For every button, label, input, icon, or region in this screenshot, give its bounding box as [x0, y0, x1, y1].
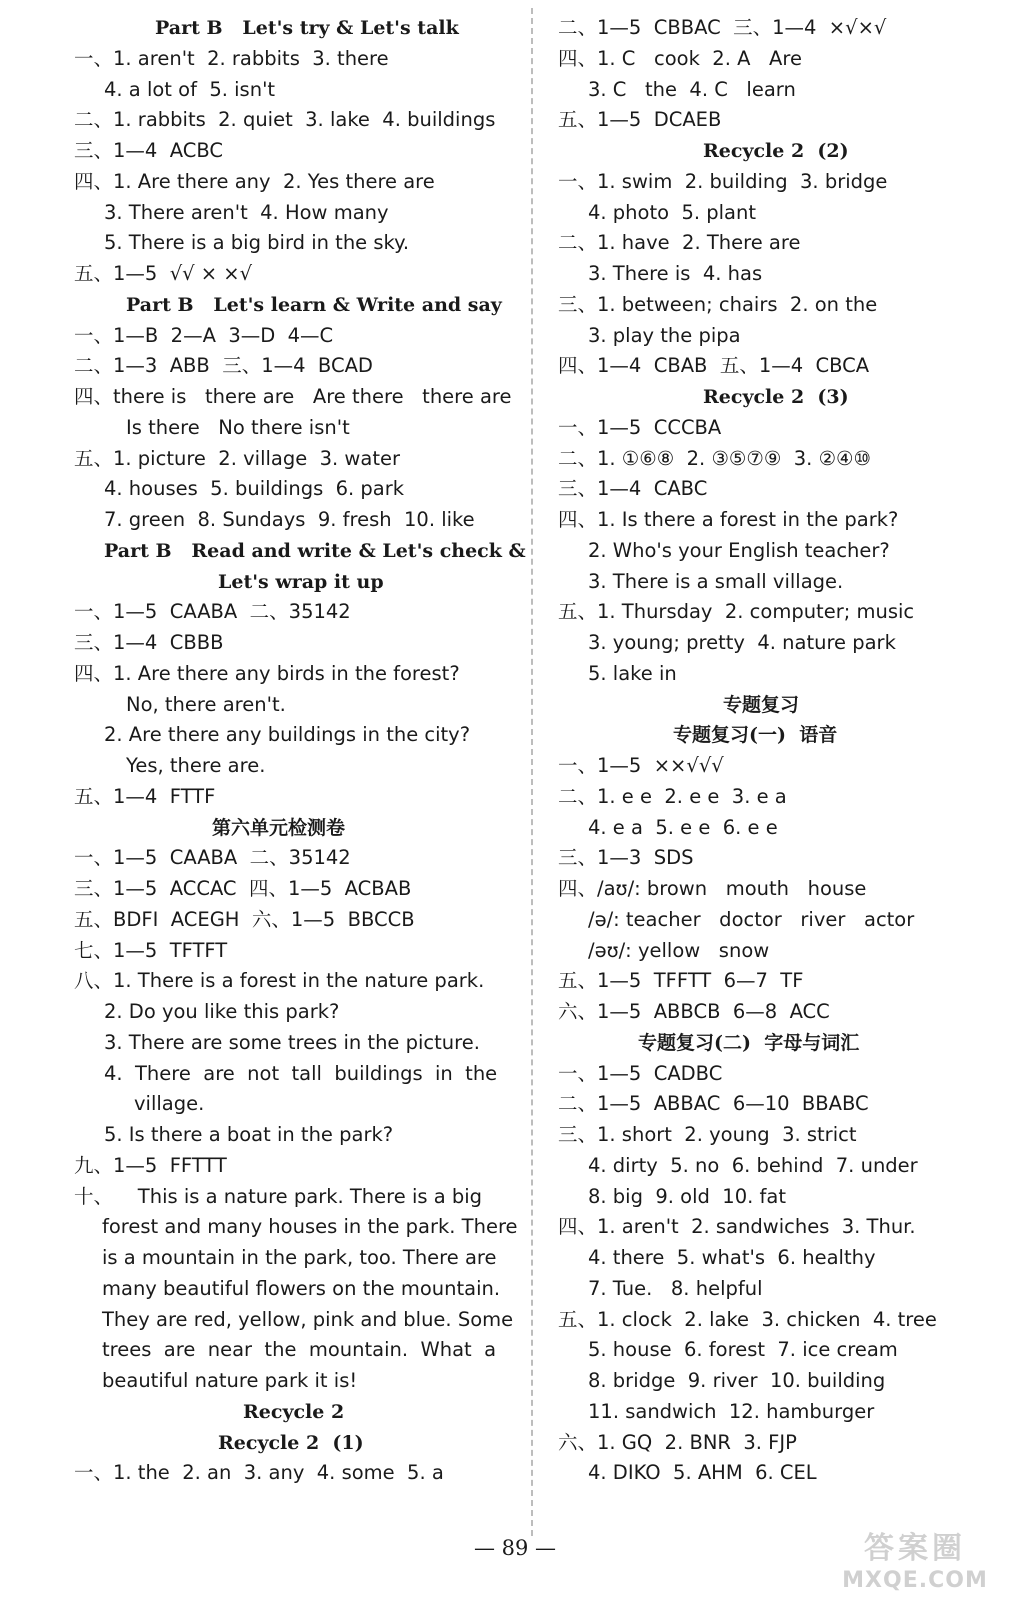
answer-line: 四、1. aren't 2. sandwiches 3. Thur. [558, 1215, 916, 1239]
column-divider [531, 8, 533, 1536]
answer-line: 2. Who's your English teacher? [588, 538, 890, 562]
answer-line: 2. Do you like this park? [104, 1000, 340, 1023]
answer-line: 3. There is a small village. [588, 569, 844, 593]
section-heading: 专题复习(一) 语音 [673, 724, 838, 747]
answer-line: 4. DIKO 5. AHM 6. CEL [588, 1461, 817, 1485]
answer-line: 三、1—3 SDS [558, 846, 694, 870]
answer-line: 四、1—4 CBAB 五、1—4 CBCA [558, 354, 870, 378]
answer-line: 四、1. Are there any birds in the forest? [74, 661, 460, 685]
answer-line: No, there aren't. [126, 692, 286, 716]
answer-line: 五、1. Thursday 2. computer; music [558, 600, 915, 624]
answer-line: 4. there 5. what's 6. healthy [588, 1246, 876, 1269]
answer-line: 五、1—4 FTTF [74, 784, 216, 808]
answer-line: 七、1—5 TFTFT [74, 938, 228, 962]
answer-line: 二、1—3 ABB 三、1—4 BCAD [74, 354, 373, 378]
answer-line: 4. e a 5. e e 6. e e [588, 815, 778, 839]
section-heading: Part B Read and write & Let's check & [104, 539, 526, 562]
answer-line: 九、1—5 FFTTT [74, 1153, 227, 1177]
section-heading: 专题复习 [723, 693, 800, 716]
answer-line: 一、1—5 CAABA 二、35142 [74, 600, 351, 624]
answer-line: many beautiful flowers on the mountain. [102, 1276, 501, 1300]
answer-line: 四、1. C cook 2. A Are [558, 46, 802, 70]
answer-line: 五、1. picture 2. village 3. water [74, 446, 400, 470]
section-heading: 专题复习(二) 字母与词汇 [638, 1031, 860, 1054]
watermark-site: MXQE.COM [842, 1568, 988, 1593]
answer-line: 六、1. GQ 2. BNR 3. FJP [558, 1430, 797, 1454]
answer-line: 二、1. ①⑥⑧ 2. ③⑤⑦⑨ 3. ②④⑩ [558, 446, 872, 470]
answer-line: 三、1. short 2. young 3. strict [558, 1123, 857, 1146]
answer-line: 二、1. have 2. There are [558, 231, 801, 255]
answer-line: 一、1. aren't 2. rabbits 3. there [74, 46, 389, 70]
answer-line: 三、1—5 ACCAC 四、1—5 ACBAB [74, 877, 412, 900]
answer-line: 一、1—B 2—A 3—D 4—C [74, 323, 334, 347]
answer-line: trees are near the mountain. What a [102, 1338, 497, 1362]
answer-line: 四、there is there are Are there there are [74, 385, 512, 408]
answer-line: village. [134, 1092, 205, 1116]
section-heading: Recycle 2 [243, 1400, 345, 1423]
answer-line: 六、1—5 ABBCB 6—8 ACC [558, 1000, 830, 1023]
answer-line: 八、1. There is a forest in the nature park. [74, 969, 485, 993]
answer-line: 一、1—5 CAABA 二、35142 [74, 846, 351, 870]
answer-line: 5. lake in [588, 661, 677, 685]
answer-line: 五、1—5 TFFTT 6—7 TF [558, 969, 804, 993]
section-heading: Recycle 2 (3) [703, 386, 849, 408]
answer-line: 二、1. e e 2. e e 3. e a [558, 784, 787, 808]
answer-line: 一、1—5 ××√√√ [558, 754, 724, 777]
answer-line: 四、1. Is there a forest in the park? [558, 508, 899, 531]
answer-line: forest and many houses in the park. There [102, 1215, 518, 1239]
answer-line: 8. big 9. old 10. fat [588, 1184, 786, 1208]
answer-line: 4. dirty 5. no 6. behind 7. under [588, 1153, 918, 1177]
answer-line: 3. play the pipa [588, 323, 741, 347]
answer-line: 五、1—5 √√ × ×√ [74, 262, 253, 285]
answer-line: /ə/: teacher doctor river actor [588, 907, 915, 931]
answer-line: 3. C the 4. C learn [588, 77, 796, 101]
section-heading: Recycle 2 (2) [703, 140, 849, 162]
answer-line: 三、1. between; chairs 2. on the [558, 292, 878, 316]
watermark [820, 1530, 1010, 1600]
answer-line: Yes, there are. [126, 754, 266, 777]
answer-line: 四、1. Are there any 2. Yes there are [74, 169, 435, 193]
page-number: — 89 — [473, 1536, 557, 1560]
answer-line: 一、1. the 2. an 3. any 4. some 5. a [74, 1461, 444, 1485]
answer-line: 3. young; pretty 4. nature park [588, 631, 896, 654]
answer-line: is a mountain in the park, too. There are [102, 1246, 497, 1269]
answer-line: 4. a lot of 5. isn't [104, 77, 276, 101]
answer-line: 4. There are not tall buildings in the [104, 1061, 498, 1085]
answer-line: 一、1—5 CCCBA [558, 415, 722, 439]
answer-line: Is there No there isn't [126, 415, 350, 439]
answer-line: 11. sandwich 12. hamburger [588, 1399, 875, 1423]
answer-line: beautiful nature park it is! [102, 1369, 358, 1392]
watermark-logo: 答案圈 [864, 1531, 966, 1566]
answer-line: 五、BDFI ACEGH 六、1—5 BBCCB [74, 907, 415, 931]
answer-line: 7. green 8. Sundays 9. fresh 10. like [104, 508, 475, 531]
answer-line: 十、 This is a nature park. There is a big [74, 1184, 483, 1208]
answer-line: 二、1. rabbits 2. quiet 3. lake 4. buildings [74, 108, 496, 132]
answer-line: 4. houses 5. buildings 6. park [104, 477, 405, 501]
answer-line: 五、1. clock 2. lake 3. chicken 4. tree [558, 1307, 937, 1331]
answer-line: 三、1—4 CBBB [74, 631, 224, 654]
answer-line: 8. bridge 9. river 10. building [588, 1369, 886, 1392]
answer-line: 三、1—4 ACBC [74, 139, 223, 162]
answer-line: 二、1—5 ABBAC 6—10 BBABC [558, 1092, 869, 1116]
answer-line: 五、1—5 DCAEB [558, 108, 722, 132]
answer-line: 一、1—5 CADBC [558, 1061, 723, 1085]
answer-line: 2. Are there any buildings in the city? [104, 723, 471, 747]
section-heading: Recycle 2 (1) [218, 1431, 364, 1454]
answer-line: 一、1. swim 2. building 3. bridge [558, 169, 888, 193]
answer-line: 二、1—5 CBBAC 三、1—4 ×√×√ [558, 16, 887, 39]
section-heading: Part B Let's learn & Write and say [126, 293, 502, 316]
answer-line: 4. photo 5. plant [588, 200, 756, 224]
section-heading: Let's wrap it up [218, 570, 384, 593]
answer-line: 3. There are some trees in the picture. [104, 1030, 480, 1054]
answer-line: 3. There is 4. has [588, 262, 763, 285]
answer-line: They are red, yellow, pink and blue. Some [102, 1307, 514, 1331]
answer-line: 3. There aren't 4. How many [104, 200, 389, 224]
answer-line: 5. There is a big bird in the sky. [104, 231, 410, 255]
answer-line: 三、1—4 CABC [558, 477, 708, 501]
answer-line: /əʊ/: yellow snow [588, 938, 770, 962]
section-heading: 第六单元检测卷 [212, 816, 346, 839]
answer-line: 5. house 6. forest 7. ice cream [588, 1338, 898, 1362]
section-heading: Part B Let's try & Let's talk [155, 17, 459, 39]
answer-line: 四、/aʊ/: brown mouth house [558, 877, 867, 900]
answer-line: 5. Is there a boat in the park? [104, 1123, 394, 1146]
answer-line: 7. Tue. 8. helpful [588, 1276, 763, 1300]
